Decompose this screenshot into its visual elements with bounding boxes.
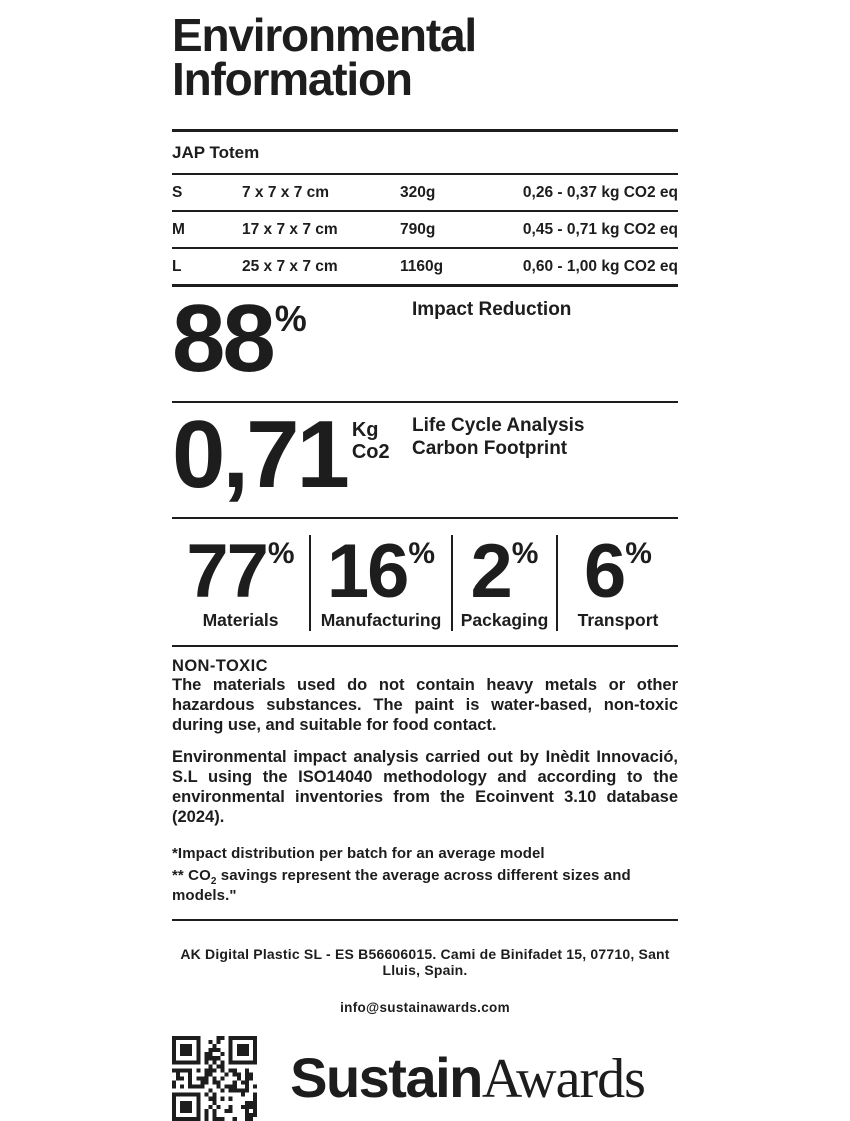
logo-awards: Awards [481,1047,645,1110]
distribution-manufacturing [309,529,451,631]
co2-cell: 0,26 - 0,37 kg CO2 eq [522,184,678,202]
non-toxic-heading: NON-TOXIC [172,657,268,676]
footnotes [172,845,678,904]
sustain-awards-logo [257,1045,678,1110]
footnote-co2-prefix: ** CO [172,866,211,884]
packaging-label: Packaging [460,610,549,631]
distribution-value-group [584,529,652,615]
table-row-size-s [172,175,678,210]
table-row-size-l [172,247,678,284]
dimensions-cell: 17 x 7 x 7 cm [242,221,338,239]
manufacturing-value: 16 [326,529,408,615]
carbon-footprint-value: 0,71 [172,401,347,509]
distribution-transport [556,529,678,631]
percent-sign: % [408,537,436,571]
size-cell: L [172,258,182,276]
materials-value: 77 [186,529,267,615]
company-address: AK Digital Plastic SL - ES B56606015. Cami de Binifadet 15, 07710, Sant Lluis, Spain. [180,945,670,978]
transport-label: Transport [577,610,659,631]
manufacturing-label: Manufacturing [320,610,442,631]
carbon-footprint-value-group [172,401,390,509]
carbon-footprint-units [352,419,390,463]
dimensions-cell: 7 x 7 x 7 cm [242,184,330,202]
spec-table [172,173,678,287]
brand-row [172,1036,678,1121]
impact-reduction-label: Impact Reduction [412,299,572,321]
weight-cell: 1160g [400,258,444,276]
weight-cell: 790g [400,221,436,239]
footnote-co2-subscript: 2 [210,875,217,887]
table-row-size-m [172,210,678,247]
percent-sign: % [267,537,295,571]
content-column [172,0,678,1121]
footnote-impact-distribution: *Impact distribution per batch for an average model [172,844,545,862]
percent-sign: % [625,537,652,571]
non-toxic-section [172,657,678,828]
unit-kg: Kg [351,419,379,442]
page-title-line2: Information [172,52,412,105]
dimensions-cell: 25 x 7 x 7 cm [242,258,338,276]
carbon-footprint-label-line1: Life Cycle Analysis [412,415,585,437]
carbon-footprint-label-line2: Carbon Footprint [412,437,568,459]
page-title-line1: Environmental [172,9,476,61]
transport-value: 6 [584,529,625,615]
divider [172,919,678,921]
page-title [172,9,678,105]
impact-reduction-value-group [172,285,307,393]
co2-cell: 0,45 - 0,71 kg CO2 eq [522,221,678,239]
impact-distribution-row [172,519,678,645]
methodology-paragraph: Environmental impact analysis carried out by Inèdit Innovació, S.L using the ISO14040 methodology and according to the environmental inventories from the Ecoinvent 3.10 database (2024). [172,748,678,826]
distribution-value-group [470,529,539,615]
footnote-co2-suffix: savings represent the average across different sizes and models." [172,866,631,904]
qr-code-icon [172,1036,257,1121]
product-name: JAP Totem [172,143,260,163]
unit-co2: Co2 [351,441,390,464]
carbon-footprint-stat [172,403,678,517]
size-cell: S [172,184,183,202]
percent-sign: % [274,298,307,340]
percent-sign: % [511,537,539,571]
impact-reduction-value: 88 [172,285,273,393]
distribution-materials [172,529,309,631]
contact-email: info@sustainawards.com [340,999,510,1015]
co2-cell: 0,60 - 1,00 kg CO2 eq [522,258,678,276]
impact-reduction-stat [172,287,678,401]
footnote-co2-savings [172,867,678,904]
non-toxic-paragraph: The materials used do not contain heavy metals or other hazardous substances. The paint is water-based, non-toxic during use, and suitable for food contact. [172,676,678,735]
divider [172,645,678,647]
carbon-footprint-label [412,415,584,460]
logo-sustain: Sustain [290,1045,482,1109]
materials-label: Materials [202,610,279,631]
distribution-value-group [186,529,295,615]
distribution-packaging [451,529,556,631]
distribution-value-group [326,529,436,615]
packaging-value: 2 [470,529,511,615]
size-cell: M [172,221,185,239]
weight-cell: 320g [400,184,436,202]
